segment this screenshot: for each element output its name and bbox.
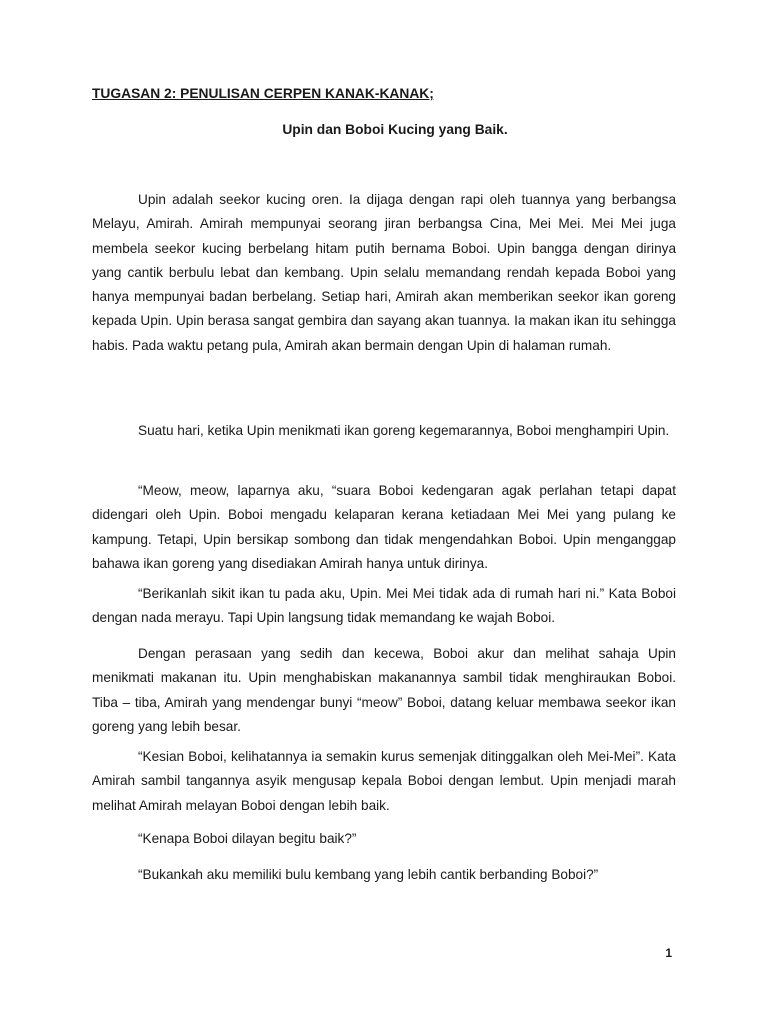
- paragraph-1: [92, 188, 676, 358]
- paragraph-3-text: “Meow, meow, laparnya aku, “suara Boboi kedengaran agak perlahan tetapi dapat didengari oleh Upin. Boboi mengadu kelaparan kerana ketiadaan Mei Mei yang pulang ke kampung. Tetapi, Upin bersikap sombong dan tidak mengendahkan Boboi. Upin menganggap bahawa ikan goreng yang disediakan Amirah hanya untuk dirinya.: [92, 483, 676, 571]
- paragraph-2: [92, 419, 676, 443]
- paragraph-6: [92, 745, 676, 818]
- paragraph-6-text: “Kesian Boboi, kelihatannya ia semakin kurus semenjak ditinggalkan oleh Mei-Mei”. Kata Amirah sambil tangannya asyik mengusap kepala Boboi dengan lembut. Upin menjadi marah melihat Amirah melayan Boboi dengan lebih baik.: [92, 749, 676, 813]
- paragraph-7-text: “Kenapa Boboi dilayan begitu baik?”: [138, 831, 357, 846]
- paragraph-5-text: Dengan perasaan yang sedih dan kecewa, Boboi akur dan melihat sahaja Upin menikmati makanan itu. Upin menghabiskan makanannya sambil tidak menghiraukan Boboi. Tiba – tiba, Amirah yang mendengar bunyi “meow” Boboi, datang keluar membawa seekor ikan goreng yang lebih besar.: [92, 646, 676, 734]
- assignment-heading: TUGASAN 2: PENULISAN CERPEN KANAK-KANAK;: [92, 86, 434, 101]
- paragraph-7: [92, 827, 676, 851]
- story-title: Upin dan Boboi Kucing yang Baik.: [282, 122, 508, 137]
- page-number: 1: [665, 946, 672, 960]
- paragraph-5: [92, 642, 676, 739]
- paragraph-1-text: Upin adalah seekor kucing oren. Ia dijaga dengan rapi oleh tuannya yang berbangsa Melayu, Amirah. Amirah mempunyai seorang jiran berbangsa Cina, Mei Mei. Mei Mei juga membela seekor kucing berbelang hitam putih bernama Boboi. Upin bangga dengan dirinya yang cantik berbulu lebat dan kembang. Upin selalu memandang rendah kepada Boboi yang hanya mempunyai badan berbelang. Setiap hari, Amirah akan memberikan seekor ikan goreng kepada Upin. Upin berasa sangat gembira dan sayang akan tuannya. Ia makan ikan itu sehingga habis. Pada waktu petang pula, Amirah akan bermain dengan Upin di halaman rumah.: [92, 192, 676, 353]
- paragraph-8-text: “Bukankah aku memiliki bulu kembang yang lebih cantik berbanding Boboi?”: [138, 867, 599, 882]
- paragraph-4-text: “Berikanlah sikit ikan tu pada aku, Upin. Mei Mei tidak ada di rumah hari ni.” Kata Boboi dengan nada merayu. Tapi Upin langsung tidak memandang ke wajah Boboi.: [92, 586, 676, 626]
- paragraph-2-text: Suatu hari, ketika Upin menikmati ikan goreng kegemarannya, Boboi menghampiri Upin.: [138, 423, 670, 438]
- paragraph-8: [92, 863, 676, 887]
- paragraph-4: [92, 582, 676, 631]
- paragraph-3: [92, 479, 676, 576]
